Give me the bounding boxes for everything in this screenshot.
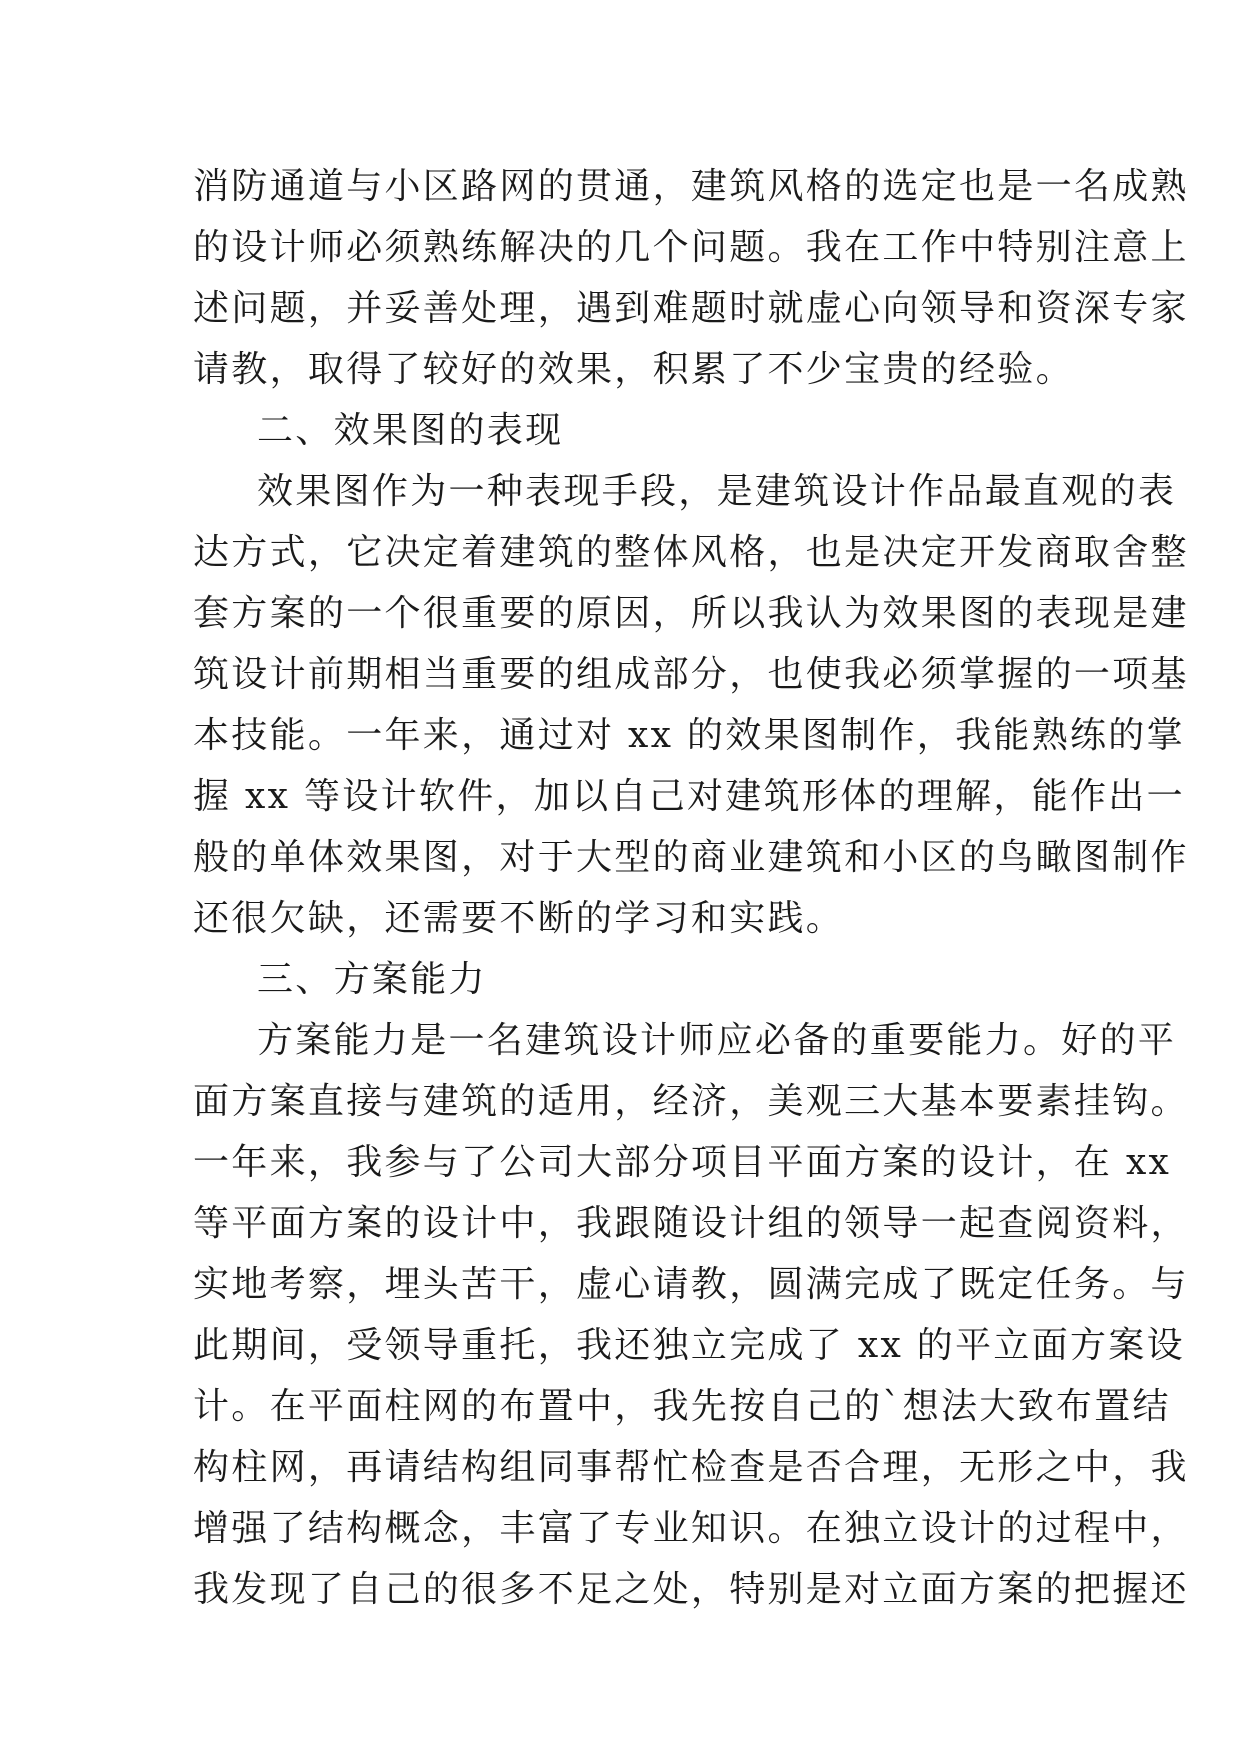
text-line: 般的单体效果图，对于大型的商业建筑和小区的鸟瞰图制作 (193, 837, 1189, 878)
text-line: 请教，取得了较好的效果，积累了不少宝贵的经验。 (193, 349, 1074, 390)
text-line: 述问题，并妥善处理，遇到难题时就虚心向领导和资深专家 (193, 288, 1189, 329)
text-line: 达方式，它决定着建筑的整体风格，也是决定开发商取舍整 (193, 532, 1189, 573)
text-line: 还很欠缺，还需要不断的学习和实践。 (193, 898, 845, 939)
text-line: 实地考察，埋头苦干，虚心请教，圆满完成了既定任务。与 (193, 1264, 1189, 1305)
text-line: 本技能。一年来，通过对 xx 的效果图制作，我能熟练的掌 (193, 715, 1185, 756)
text-line: 一年来，我参与了公司大部分项目平面方案的设计，在 xx (193, 1142, 1172, 1183)
section-heading: 二、效果图的表现 (257, 410, 564, 451)
text-line: 计。在平面柱网的布置中，我先按自己的`想法大致布置结 (193, 1386, 1171, 1427)
text-line: 面方案直接与建筑的适用，经济，美观三大基本要素挂钩。 (193, 1081, 1189, 1122)
text-line: 效果图作为一种表现手段，是建筑设计作品最直观的表 (257, 471, 1177, 512)
text-line: 消防通道与小区路网的贯通，建筑风格的选定也是一名成熟 (193, 166, 1189, 207)
text-line: 构柱网，再请结构组同事帮忙检查是否合理，无形之中，我 (193, 1447, 1189, 1488)
text-line: 握 xx 等设计软件，加以自己对建筑形体的理解，能作出一 (193, 776, 1185, 817)
text-line: 增强了结构概念，丰富了专业知识。在独立设计的过程中， (193, 1508, 1189, 1549)
text-line: 的设计师必须熟练解决的几个问题。我在工作中特别注意上 (193, 227, 1189, 268)
text-line: 等平面方案的设计中，我跟随设计组的领导一起查阅资料， (193, 1203, 1189, 1244)
text-line: 方案能力是一名建筑设计师应必备的重要能力。好的平 (257, 1020, 1177, 1061)
section-heading: 三、方案能力 (257, 959, 487, 1000)
text-line: 此期间，受领导重托，我还独立完成了 xx 的平立面方案设 (193, 1325, 1185, 1366)
text-line: 筑设计前期相当重要的组成部分，也使我必须掌握的一项基 (193, 654, 1189, 695)
text-line: 套方案的一个很重要的原因，所以我认为效果图的表现是建 (193, 593, 1189, 634)
text-line: 我发现了自己的很多不足之处，特别是对立面方案的把握还 (193, 1569, 1189, 1610)
